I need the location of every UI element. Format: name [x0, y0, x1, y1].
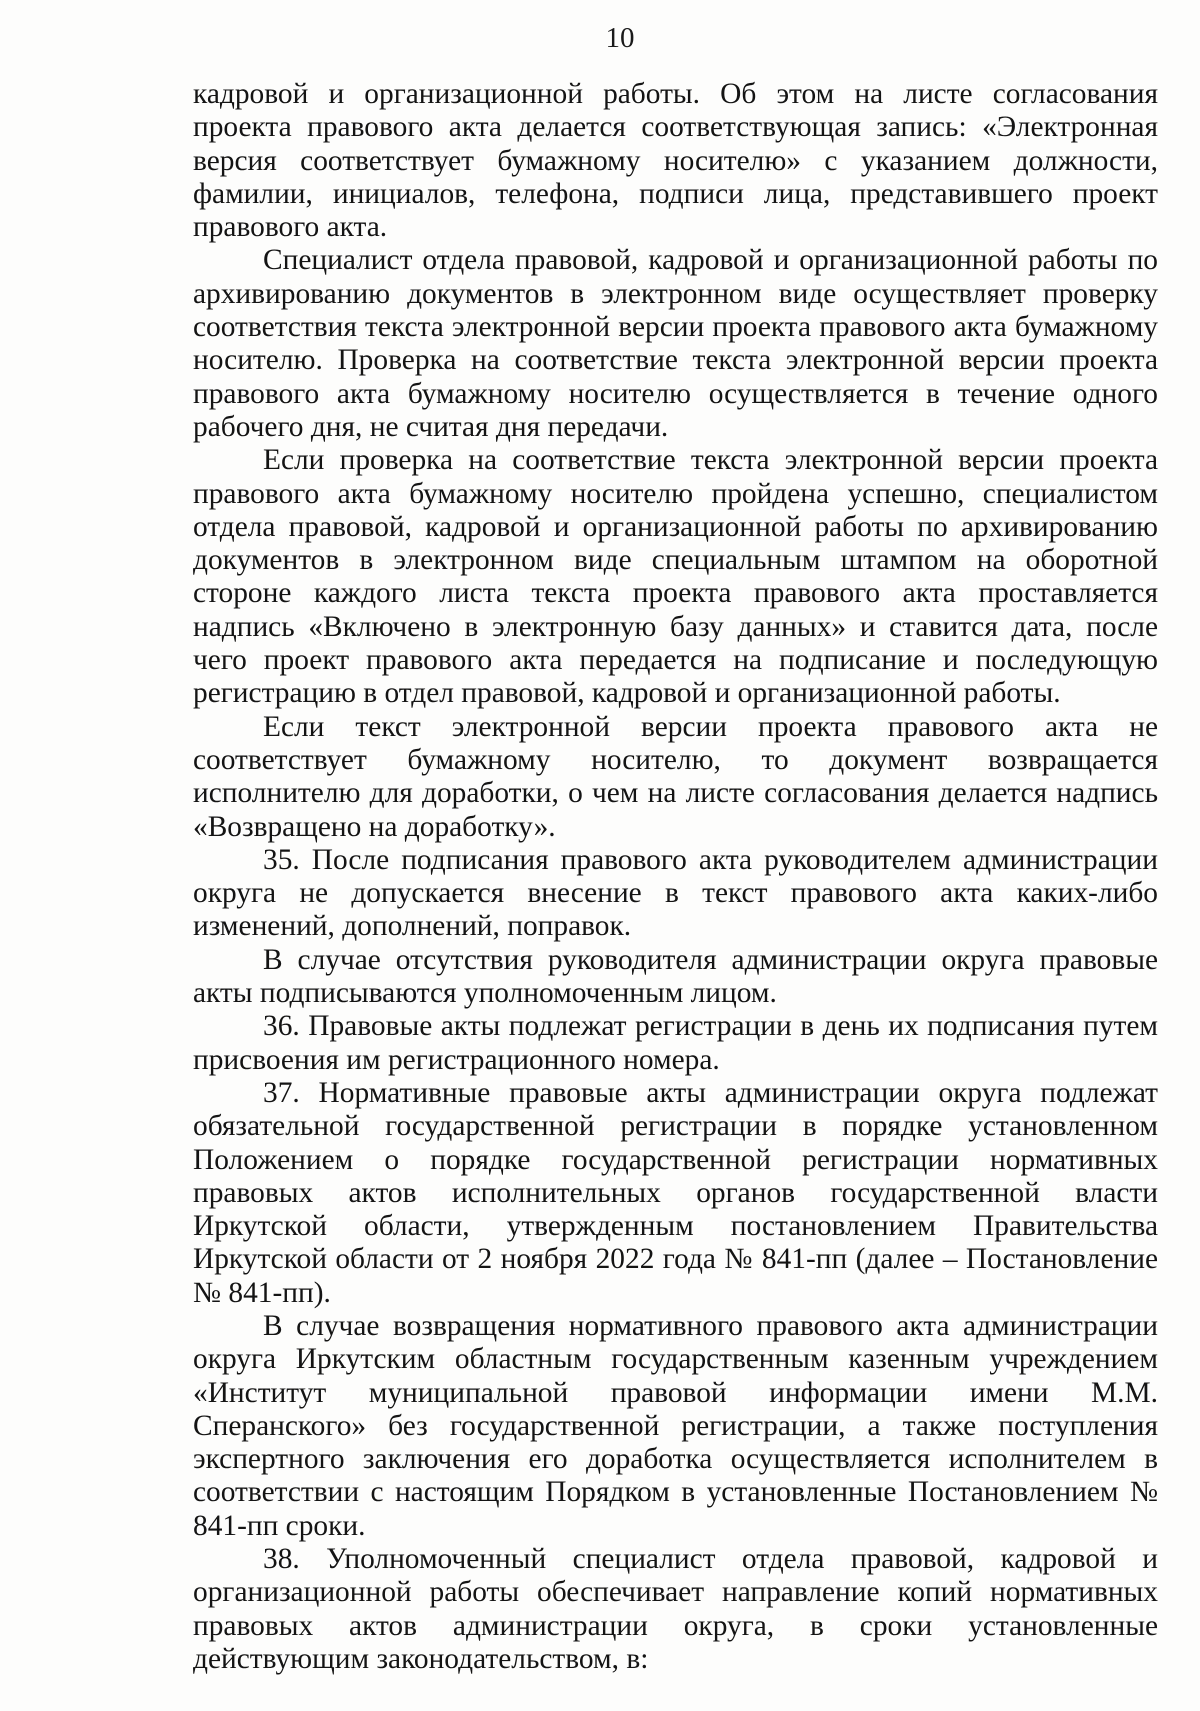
- paragraph: Если текст электронной версии проекта правового акта не соответствует бумажному носителю, то документ возвращается исполнителю для доработки, о чем на листе согласования делается надпись «Возвращено на доработку».: [193, 710, 1158, 843]
- paragraph: Специалист отдела правовой, кадровой и организационной работы по архивированию документов в электронном виде осуществляет проверку соответствия текста электронной версии проекта правового акта бумажному носителю. Проверка на соответствие текста электронной версии проекта правового акта бумажному носителю осуществляется в течение одного рабочего дня, не считая дня передачи.: [193, 244, 1158, 443]
- paragraph-item-38: 38. Уполномоченный специалист отдела правовой, кадровой и организационной работы обеспечивает направление копий нормативных правовых актов администрации округа, в сроки установленные действующим законодательством, в:: [193, 1543, 1158, 1675]
- paragraph: Если проверка на соответствие текста электронной версии проекта правового акта бумажному носителю пройдена успешно, специалистом отдела правовой, кадровой и организационной работы по архивированию документов в электронном виде специальным штампом на оборотной стороне каждого листа текста проекта правового акта проставляется надпись «Включено в электронную базу данных» и ставится дата, после чего проект правового акта передается на подписание и последующую регистрацию в отдел правовой, кадровой и организационной работы.: [193, 444, 1158, 710]
- paragraph-item-37: 37. Нормативные правовые акты администрации округа подлежат обязательной государственной регистрации в порядке установленном Положением о порядке государственной регистрации нормативных правовых актов исполнительных органов государственной власти Иркутской области, утвержденным постановлением Правительства Иркутской области от 2 ноября 2022 года № 841-пп (далее – Постановление № 841-пп).: [193, 1076, 1158, 1309]
- page-number: 10: [605, 22, 635, 54]
- paragraph: В случае возвращения нормативного правового акта администрации округа Иркутским областным государственным казенным учреждением «Институт муниципальной правовой информации имени М.М. Сперанского» без государственной регистрации, а также поступления экспертного заключения его доработка осуществляется исполнителем в соответствии с настоящим Порядком в установленные Постановлением № 841-пп сроки.: [193, 1309, 1158, 1542]
- document-body: [193, 78, 1158, 1676]
- paragraph: кадровой и организационной работы. Об этом на листе согласования проекта правового акта делается соответствующая запись: «Электронная версия соответствует бумажному носителю» с указанием должности, фамилии, инициалов, телефона, подписи лица, представившего проект правового акта.: [193, 78, 1158, 244]
- paragraph: В случае отсутствия руководителя администрации округа правовые акты подписываются уполномоченным лицом.: [193, 943, 1158, 1010]
- paragraph-item-36: 36. Правовые акты подлежат регистрации в день их подписания путем присвоения им регистрационного номера.: [193, 1010, 1158, 1076]
- paragraph-item-35: 35. После подписания правового акта руководителем администрации округа не допускается внесение в текст правового акта каких-либо изменений, дополнений, поправок.: [193, 843, 1158, 943]
